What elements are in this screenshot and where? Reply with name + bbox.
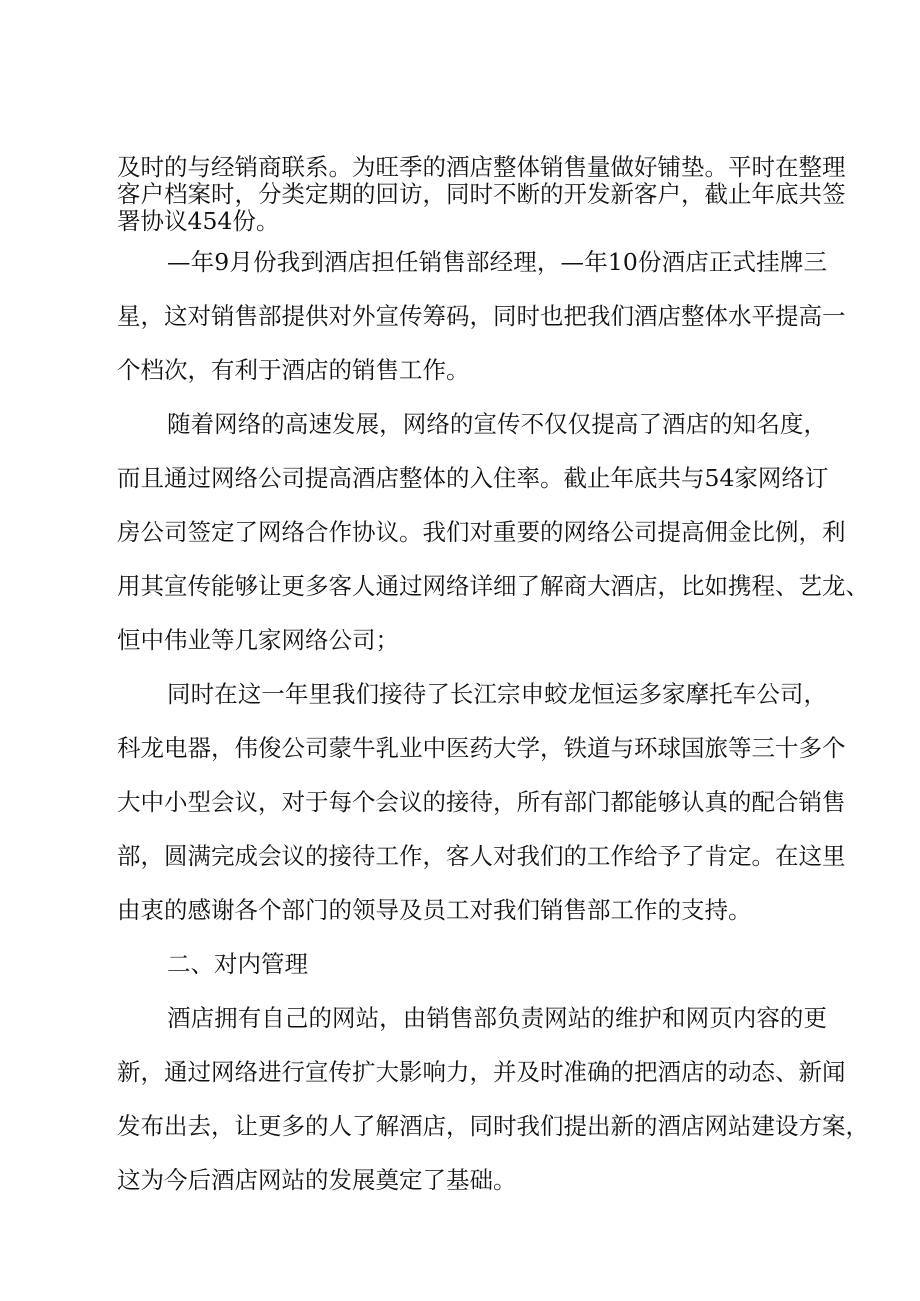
text-line: 署协议454份。 <box>117 207 280 235</box>
text-line: 大中小型会议，对于每个会议的接待，所有部门都能够认真的配合销售 <box>117 788 846 816</box>
paragraph-conference-reception <box>117 667 846 937</box>
text-line: 新，通过网络进行宣传扩大影响力，并及时准确的把酒店的动态、新闻 <box>117 1058 846 1086</box>
paragraph-hotel-website <box>117 991 869 1207</box>
paragraph-client-agreements <box>117 153 846 235</box>
text-line: 房公司签定了网络合作协议。我们对重要的网络公司提高佣金比例，利 <box>117 518 846 546</box>
text-line: 及时的与经销商联系。为旺季的酒店整体销售量做好铺垫。平时在整理 <box>117 153 846 181</box>
text-line: 而且通过网络公司提高酒店整体的入住率。截止年底共与54家网络订 <box>117 464 829 492</box>
text-line: 同时在这一年里我们接待了长江宗申蛟龙恒运多家摩托车公司， <box>167 680 827 708</box>
text-line: 科龙电器，伟俊公司蒙牛乳业中医药大学，铁道与环球国旅等三十多个 <box>117 734 846 762</box>
paragraph-sales-manager <box>117 235 846 397</box>
text-line: 随着网络的高速发展，网络的宣传不仅仅提高了酒店的知名度， <box>167 410 827 438</box>
text-line: 酒店拥有自己的网站，由销售部负责网站的维护和网页内容的更 <box>167 1004 827 1032</box>
text-line: 由衷的感谢各个部门的领导及员工对我们销售部工作的支持。 <box>117 896 752 924</box>
section-heading-internal-management <box>117 937 827 991</box>
text-line: 星，这对销售部提供对外宣传筹码，同时也把我们酒店整体水平提高一 <box>117 302 846 330</box>
text-line: 发布出去，让更多的人了解酒店，同时我们提出新的酒店网站建设方案， <box>117 1112 869 1140</box>
section-heading: 二、对内管理 <box>167 950 308 978</box>
text-line: 恒中伟业等几家网络公司； <box>117 626 399 654</box>
document-page <box>117 153 869 1207</box>
paragraph-network-promotion <box>117 397 869 667</box>
text-line: —年9月份我到酒店担任销售部经理，—年10份酒店正式挂牌三 <box>167 248 827 276</box>
text-line: 客户档案时，分类定期的回访，同时不断的开发新客户，截止年底共签 <box>117 180 846 208</box>
text-line: 这为今后酒店网站的发展奠定了基础。 <box>117 1166 517 1194</box>
text-line: 个档次，有利于酒店的销售工作。 <box>117 356 470 384</box>
text-line: 部，圆满完成会议的接待工作，客人对我们的工作给予了肯定。在这里 <box>117 842 846 870</box>
text-line: 用其宣传能够让更多客人通过网络详细了解商大酒店，比如携程、艺龙、 <box>117 572 869 600</box>
